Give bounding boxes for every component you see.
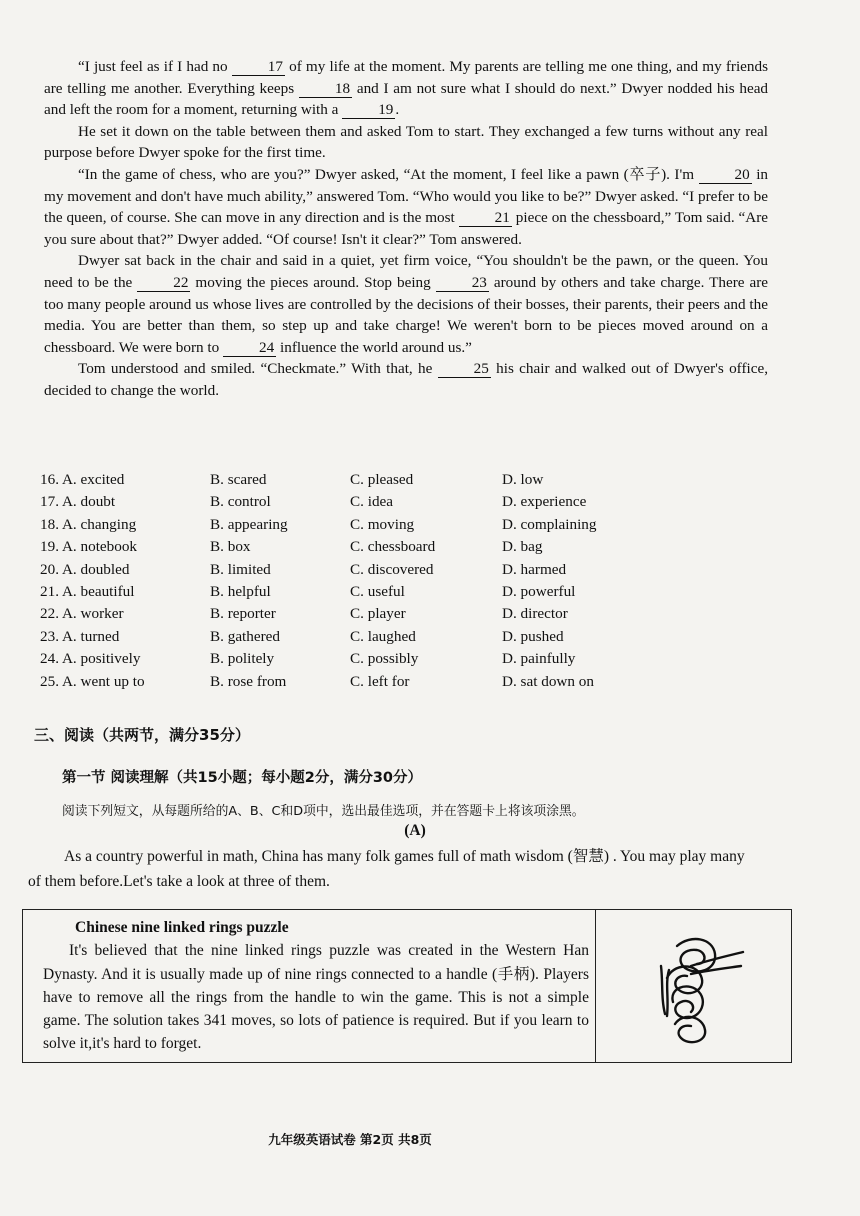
paragraph: “In the game of chess, who are you?” Dwyer asked, “At the moment, I feel like a pawn (卒子). I'm 20 in my movement and don't have much ability,” answered Tom. “Who would you like to be?” Dwyer asked. “I prefer to be the queen, of course. She can move in any direction and is the most 21 piece on the chessboard,” Tom said. “Are you sure about that?” Dwyer added. “Of course! Isn't it clear?” Tom answered. [44,165,769,248]
choice-row: 19. A. notebook B. box C. chessboard D. bag [40,538,543,556]
paragraph: “I just feel as if I had no 17 of my life at the moment. My parents are telling me one thing, and my friends are telling me another. Everything keeps 18 and I am not sure what I should do next.” Dwyer nodded his head and left the room for a moment, returning with a 19 . [44,58,769,119]
paragraph: He set it down on the table between them and asked Tom to start. They exchanged a few turns without any real purpose before Dwyer spoke for the first time. [44,122,768,162]
cloze-passage [44,56,768,402]
choice-row: 25. A. went up to B. rose from C. left for D. sat down on [40,672,594,690]
choice-row: 17. A. doubt B. control C. idea D. experience [40,493,587,511]
section-title: 三、阅读（共两节，满分35分） [34,726,250,744]
blank-19: 19 [342,102,395,119]
info-box-text [23,910,596,1062]
blank-24: 24 [223,340,276,357]
info-box-body: It's believed that the nine linked rings puzzle was created in the Western Han Dynasty. And it is usually made up of nine rings connected to a handle (手柄). Players have to remove all the rings from the handle to win the game. This is not a simple game. The solution takes 341 moves, so lots of patience is required. But if you learn to solve it,it's hard to forget. [43,942,589,1053]
choice-row: 16. A. excited B. scared C. pleased D. low [40,471,544,488]
paragraph: Tom understood and smiled. “Checkmate.” With that, he 25 his chair and walked out of Dwyer's office, decided to change the world. [44,360,769,399]
choice-row: 23. A. turned B. gathered C. laughed D. pushed [40,627,564,645]
answer-choices [40,469,680,693]
passage-label: (A) [404,822,426,839]
instruction-text: 阅读下列短文，从每题所给的A、B、C和D项中，选出最佳选项，并在答题卡上将该项涂黑。 [62,804,585,819]
choice-row: 21. A. beautiful B. helpful C. useful D. powerful [40,583,576,601]
info-box-title: Chinese nine linked rings puzzle [75,919,289,936]
paragraph: As a country powerful in math, China has many folk games full of math wisdom (智慧) . You may play many of them before.Let's take a look at three of them. [28,848,745,890]
reading-intro [28,844,758,894]
blank-22: 22 [137,275,190,292]
paragraph: Dwyer sat back in the chair and said in a quiet, yet firm voice, “You shouldn't be the pawn, or the queen. You need to be the 22 moving the pieces around. Stop being 23 around by others and take charge. There are too many people around us whose lives are controlled by the decisions of their bosses, their parents, their peers and the media. You are better than them, so step up and take charge! We weren't born to be pieces moved around on a chessboard. We were born to 24 influence the world around us.” [44,252,769,356]
blank-17: 17 [232,59,285,76]
rings-puzzle-icon [639,926,749,1046]
choice-row: 22. A. worker B. reporter C. player D. director [40,605,568,623]
blank-18: 18 [299,81,352,98]
subsection-title: 第一节 阅读理解（共15小题；每小题2分，满分30分） [62,770,422,786]
choice-row: 24. A. positively B. politely C. possibly D. painfully [40,650,576,668]
page-footer: 九年级英语试卷 第2页 共8页 [268,1132,432,1147]
blank-25: 25 [438,361,491,378]
blank-23: 23 [436,275,489,292]
info-box [22,909,792,1063]
blank-21: 21 [459,210,512,227]
choice-row: 20. A. doubled B. limited C. discovered D. harmed [40,560,567,578]
blank-20: 20 [699,167,752,184]
linked-rings-illustration [596,910,791,1062]
choice-row: 18. A. changing B. appearing C. moving D. complaining [40,515,597,533]
